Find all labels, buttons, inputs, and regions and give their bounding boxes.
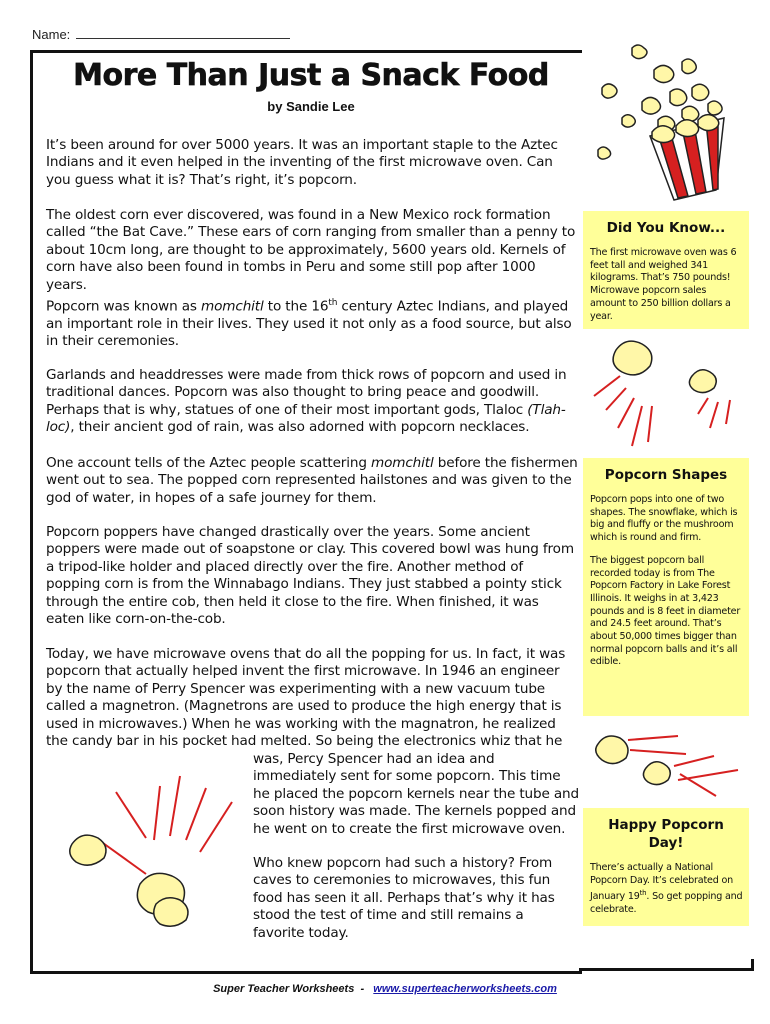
footer — [0, 983, 770, 995]
happy-popcorn-day-heading: Happy Popcorn Day! — [608, 817, 724, 851]
name-label: Name: — [32, 27, 71, 42]
did-you-know-body — [583, 237, 749, 323]
paragraph-9: Who knew popcorn had such a history? From caves to ceremonies to microwaves, this fun food has seen it all. Perhaps that’s why it has stood the test of time and still remains a favorite today. — [253, 855, 555, 941]
popcorn-shapes-body — [583, 484, 749, 669]
superscript: th — [328, 298, 338, 308]
text-run: , their ancient god of rain, was also adorned with popcorn necklaces. — [70, 419, 530, 436]
popcorn-box-image — [592, 40, 742, 205]
paragraph-6: Popcorn poppers have changed drastically over the years. Some ancient poppers were made out of soapstone or clay. This covered bowl was hung from a tripod-like holder and placed directly over the fire. Another method of popping corn is from the Winnabago Indians. They just stabbed a pointy stick through the entire cob, then held it close to the fire. When finished, it was eaten like corn-on-the-cob. — [46, 524, 574, 628]
flying-popcorn-image — [56, 768, 251, 948]
popcorn-shapes-heading: Popcorn Shapes — [604, 467, 728, 483]
did-you-know-heading: Did You Know... — [606, 220, 726, 236]
name-blank[interactable] — [76, 27, 290, 39]
footer-link[interactable]: www.superteacherworksheets.com — [373, 983, 557, 995]
did-you-know-text: The first microwave oven was 6 feet tall and weighed 341 kilograms. That’s 750 pounds! Microwave popcorn sales amount to 250 billion dollars a year. — [590, 247, 737, 322]
paragraph-2: The oldest corn ever discovered, was found in a New Mexico rock formation called “the Bat Cave.” These ears of corn ranging from smaller than a penny to about 10cm long, are thought to be approximately, 5600 years old. Kernels of corn have also been found in tombs in Peru and some still pop after 1000 years. — [46, 207, 576, 293]
text-run: before the fishermen went out to sea. The popped corn represented hailstones and was given to the god of water, in hopes of a safe journey for them. — [46, 455, 578, 506]
text-run: Garlands and headdresses were made from thick rows of popcorn and used in traditional dances. Popcorn was also thought to bring peace and goodwill. Perhaps that is why, statues of one of their most important gods, Tlaloc — [46, 367, 567, 418]
popcorn-shapes-box — [583, 458, 749, 716]
happy-popcorn-day-body — [583, 852, 749, 917]
paragraph-3 — [46, 295, 579, 351]
text-run: Popcorn was known as — [46, 298, 202, 315]
text-run: There’s actually a National Popcorn Day. It’s celebrated on January 19 — [590, 862, 734, 903]
paragraph-1: It’s been around for over 5000 years. It was an important staple to the Aztec Indians and it even helped in the inventing of the first microwave oven. Can you guess what it is? That’s right, it’s popcorn. — [46, 137, 558, 188]
byline: by Sandie Lee — [267, 99, 355, 114]
happy-popcorn-day-text — [590, 862, 743, 917]
did-you-know-box — [583, 211, 749, 329]
footer-brand: Super Teacher Worksheets — [213, 983, 355, 995]
happy-popcorn-day-box — [583, 808, 749, 926]
flying-popcorn-image — [588, 720, 753, 800]
text-run: . So get popping and celebrate. — [590, 891, 743, 916]
superscript: th — [639, 889, 647, 898]
paragraph-7: Today, we have microwave ovens that do all the popping for us. In fact, it was popcorn that actually helped invent the first microwave. In 1946 an engineer by the name of Perry Spencer was experimenting with a new vacuum tube called a magnetron. (Magnetrons are used to produce the high energy that is used in microwaves.) When he was working with the magnatron, he realized the candy bar in his pocket had melted. So being the electronics whiz that he — [46, 646, 566, 750]
flying-popcorn-image — [588, 336, 753, 456]
text-run-italic: momchitl — [371, 455, 434, 471]
text-run: century Aztec Indians, and played an important role in their lives. They used it not only as a food source, but also in their ceremonies. — [46, 298, 572, 350]
footer-separator: - — [360, 983, 365, 995]
text-run-italic: momchitl — [201, 298, 264, 315]
frame-bottom-right — [579, 959, 754, 971]
paragraph-4 — [46, 367, 579, 437]
paragraph-8: was, Percy Spencer had an idea and immediately sent for some popcorn. This time he placed the popcorn kernels near the tube and soon history was made. The kernels popped and he went on to create the first microwave oven. — [253, 751, 579, 837]
popcorn-shapes-text-2: The biggest popcorn ball recorded today is from The Popcorn Factory in Lake Forest Illinois. It weighs in at 3,423 pounds and is 8 feet in diameter and 24.5 feet around. That’s about 50,000 times bigger than normal popcorn balls and it’s all edible. — [590, 554, 741, 668]
paragraph-5 — [46, 455, 579, 507]
text-run: One account tells of the Aztec people scattering — [46, 455, 371, 471]
popcorn-shapes-text-1: Popcorn pops into one of two shapes. The snowflake, which is big and fluffy or the mushroom which is round and firm. — [590, 494, 738, 544]
text-run-italic: (Tlah-loc) — [46, 401, 566, 436]
text-run: to the 16 — [263, 298, 329, 315]
page-title: More Than Just a Snack Food — [73, 58, 549, 93]
name-line — [32, 27, 290, 42]
